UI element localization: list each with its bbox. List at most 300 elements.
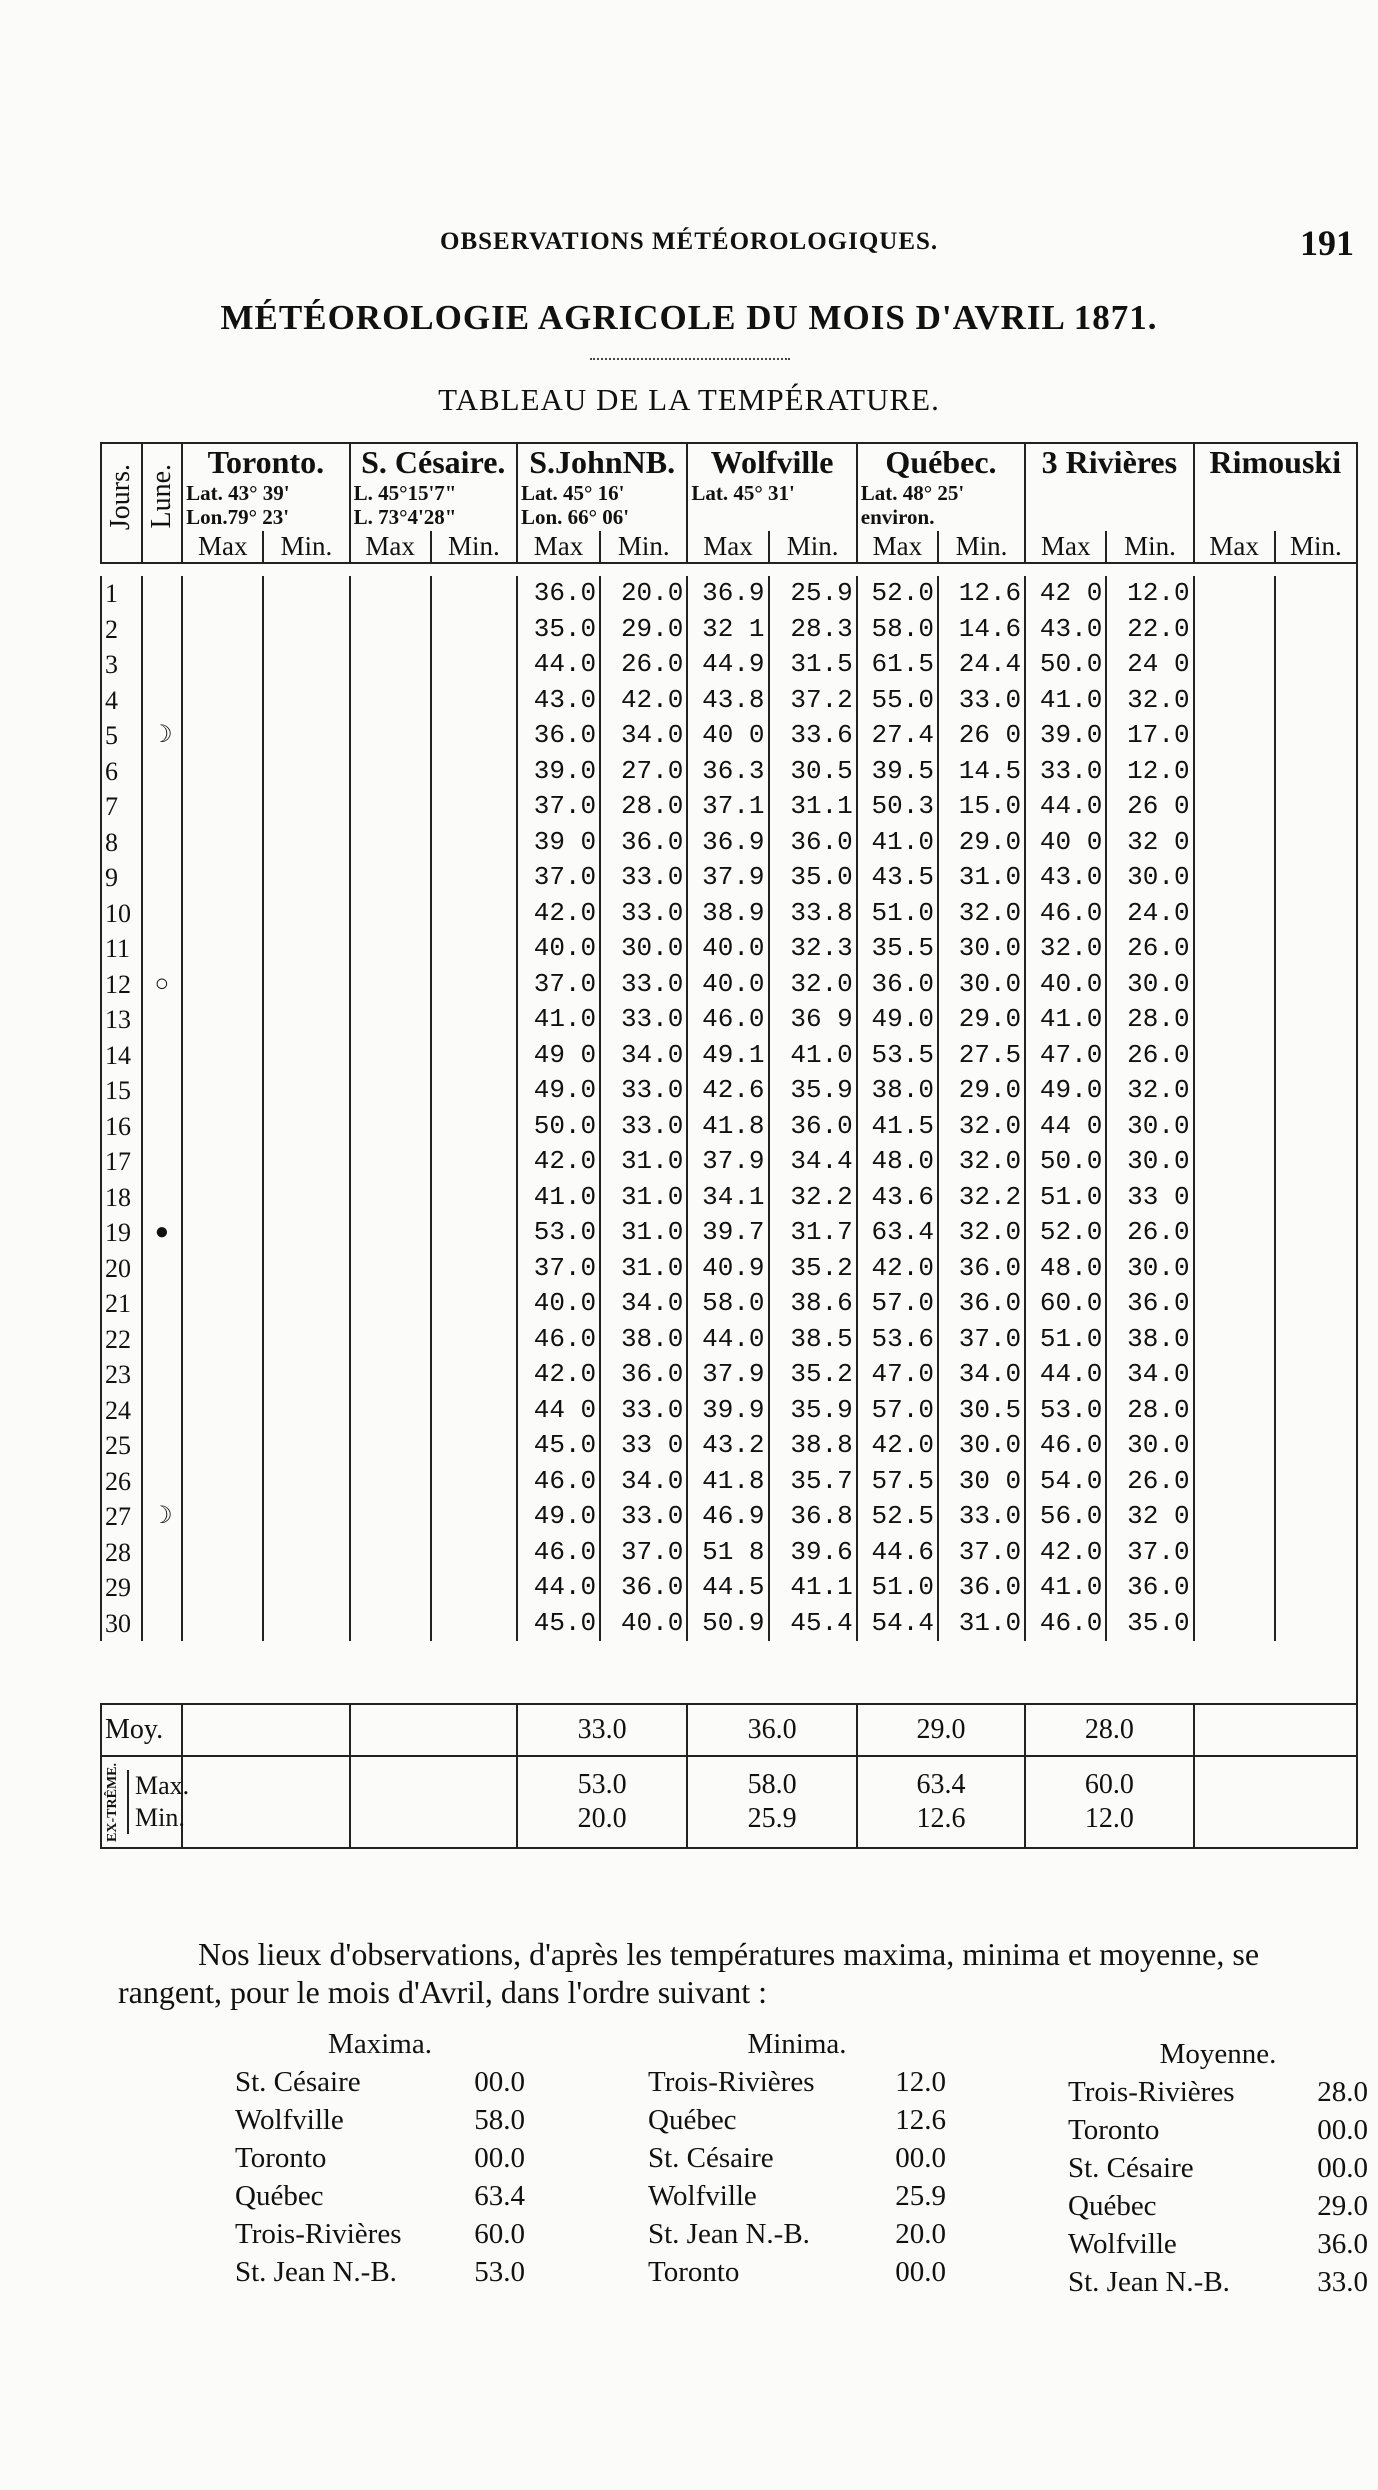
temperature-value: 32.0 bbox=[1106, 1073, 1193, 1109]
list-item bbox=[648, 2253, 946, 2291]
extreme-values bbox=[687, 1756, 856, 1848]
col-lune-label: Lune. bbox=[145, 464, 177, 529]
temperature-value: 14.6 bbox=[938, 612, 1025, 648]
temperature-value: 30.0 bbox=[1106, 1251, 1193, 1287]
temperature-value: 46.0 bbox=[687, 1002, 768, 1038]
temperature-value: 41.8 bbox=[687, 1464, 768, 1500]
temperature-value: 35.0 bbox=[517, 612, 600, 648]
temperature-value: 36.0 bbox=[600, 1357, 687, 1393]
temperature-value: 39.6 bbox=[769, 1535, 857, 1571]
temperature-value: 38.6 bbox=[769, 1286, 857, 1322]
station-lat: L. 45°15'7" bbox=[353, 481, 457, 505]
temperature-value: 29.0 bbox=[938, 1002, 1025, 1038]
temperature-value: 40.0 bbox=[687, 967, 768, 1003]
table-row bbox=[101, 647, 1357, 683]
temperature-value: 31.0 bbox=[600, 1144, 687, 1180]
station-coordinates bbox=[182, 481, 349, 531]
temperature-value: 44.0 bbox=[517, 647, 600, 683]
temperature-value: 42.0 bbox=[857, 1428, 938, 1464]
table-row bbox=[101, 825, 1357, 861]
col-lune-header bbox=[142, 443, 183, 563]
temperature-value: 43.2 bbox=[687, 1428, 768, 1464]
temperature-value: 27.4 bbox=[857, 718, 938, 754]
min-col-header: Min. bbox=[263, 531, 349, 563]
temperature-value: 31.0 bbox=[938, 860, 1025, 896]
day-number: 12 bbox=[101, 967, 142, 1003]
temperature-value: 32.0 bbox=[769, 967, 857, 1003]
extreme-min-value: 20.0 bbox=[577, 1803, 627, 1834]
temperature-value: 36.9 bbox=[687, 576, 768, 612]
temperature-value: 45.4 bbox=[769, 1606, 857, 1642]
temperature-value: 39.9 bbox=[687, 1393, 768, 1429]
temperature-value: 60.0 bbox=[1025, 1286, 1106, 1322]
temperature-value: 40.0 bbox=[687, 931, 768, 967]
temperature-value: 35.2 bbox=[769, 1357, 857, 1393]
extreme-values bbox=[1025, 1756, 1193, 1848]
list-item bbox=[235, 2253, 525, 2291]
table-row bbox=[101, 718, 1357, 754]
temperature-value: 43.5 bbox=[857, 860, 938, 896]
temperature-value: 33 0 bbox=[1106, 1180, 1193, 1216]
list-item bbox=[648, 2101, 946, 2139]
temperature-value: 44.0 bbox=[1025, 789, 1106, 825]
ranking-value: 33.0 bbox=[1317, 2266, 1368, 2298]
temperature-value: 14.5 bbox=[938, 754, 1025, 790]
ranking-value: 00.0 bbox=[474, 2066, 525, 2098]
col-jours-label: Jours. bbox=[105, 464, 136, 531]
day-number: 17 bbox=[101, 1144, 142, 1180]
temperature-value: 32.2 bbox=[769, 1180, 857, 1216]
list-item bbox=[235, 2101, 525, 2139]
moon-cell bbox=[142, 825, 183, 861]
temperature-value: 37.1 bbox=[687, 789, 768, 825]
list-item bbox=[1068, 2187, 1368, 2225]
temperature-value: 46.0 bbox=[517, 1322, 600, 1358]
temperature-value: 31.0 bbox=[600, 1180, 687, 1216]
ranking-station: Trois-Rivières bbox=[1068, 2076, 1235, 2108]
temperature-value: 41.1 bbox=[769, 1570, 857, 1606]
temperature-value: 34.1 bbox=[687, 1180, 768, 1216]
ranking-station: Québec bbox=[235, 2180, 324, 2212]
ranking-title: Moyenne. bbox=[1159, 2038, 1277, 2070]
temperature-value: 37.0 bbox=[517, 860, 600, 896]
temperature-value: 30.0 bbox=[1106, 860, 1193, 896]
temperature-value: 37.9 bbox=[687, 1357, 768, 1393]
temperature-value: 50.0 bbox=[1025, 1144, 1106, 1180]
temperature-value: 36.0 bbox=[857, 967, 938, 1003]
temperature-value: 42.0 bbox=[517, 1144, 600, 1180]
ranking-station: St. Césaire bbox=[1068, 2152, 1194, 2184]
day-number: 26 bbox=[101, 1464, 142, 1500]
list-item bbox=[235, 2215, 525, 2253]
col-jours-header bbox=[101, 443, 142, 563]
ranking-value: 28.0 bbox=[1317, 2076, 1368, 2108]
temperature-value: 45.0 bbox=[517, 1428, 600, 1464]
temperature-value: 30.5 bbox=[938, 1393, 1025, 1429]
ranking-value: 12.6 bbox=[895, 2104, 946, 2136]
temperature-value: 42.0 bbox=[517, 1357, 600, 1393]
temperature-value: 34.0 bbox=[600, 1286, 687, 1322]
max-col-header: Max bbox=[517, 531, 600, 563]
extreme-max-value: 53.0 bbox=[577, 1769, 627, 1800]
moon-cell bbox=[142, 1215, 183, 1251]
table-row bbox=[101, 1286, 1357, 1322]
temperature-value: 37.0 bbox=[938, 1535, 1025, 1571]
temperature-value: 39.0 bbox=[517, 754, 600, 790]
moon-cell bbox=[142, 1144, 183, 1180]
temperature-value: 33.0 bbox=[600, 1393, 687, 1429]
day-number: 30 bbox=[101, 1606, 142, 1642]
ranking-station: St. Jean N.-B. bbox=[1068, 2266, 1230, 2298]
table-row bbox=[101, 1109, 1357, 1145]
temperature-value: 31.0 bbox=[938, 1606, 1025, 1642]
moon-cell bbox=[142, 1109, 183, 1145]
ranking-paragraph: Nos lieux d'observations, d'après les températures maxima, minima et moyenne, se rangent, pour le mois d'Avril, dans l'ordre suivant : bbox=[118, 1936, 1260, 2010]
moon-cell bbox=[142, 896, 183, 932]
temperature-value: 42.0 bbox=[517, 896, 600, 932]
temperature-value: 49.0 bbox=[517, 1499, 600, 1535]
day-number: 19 bbox=[101, 1215, 142, 1251]
temperature-value: 40.0 bbox=[517, 931, 600, 967]
temperature-value: 34.0 bbox=[600, 1038, 687, 1074]
temperature-value: 42.6 bbox=[687, 1073, 768, 1109]
temperature-value: 36 9 bbox=[769, 1002, 857, 1038]
temperature-value: 44.0 bbox=[1025, 1357, 1106, 1393]
temperature-value: 44.6 bbox=[857, 1535, 938, 1571]
ranking-moyenne bbox=[1068, 2035, 1368, 2301]
temperature-value: 30.0 bbox=[1106, 1144, 1193, 1180]
temperature-value: 37.0 bbox=[600, 1535, 687, 1571]
moon-cell bbox=[142, 1428, 183, 1464]
temperature-value: 26.0 bbox=[1106, 1464, 1193, 1500]
temperature-value: 38.0 bbox=[857, 1073, 938, 1109]
station-lon: Lon.79° 23' bbox=[186, 505, 290, 529]
temperature-value: 27.5 bbox=[938, 1038, 1025, 1074]
temperature-value: 36.0 bbox=[1106, 1286, 1193, 1322]
day-number: 20 bbox=[101, 1251, 142, 1287]
station-lat: Lat. 48° 25' bbox=[860, 481, 965, 505]
moon-cell bbox=[142, 754, 183, 790]
day-number: 23 bbox=[101, 1357, 142, 1393]
moon-cell bbox=[142, 1073, 183, 1109]
temperature-value: 50.0 bbox=[517, 1109, 600, 1145]
temperature-value: 26.0 bbox=[1106, 1038, 1193, 1074]
table-row bbox=[101, 860, 1357, 896]
temperature-value: 30.0 bbox=[938, 931, 1025, 967]
day-number: 24 bbox=[101, 1393, 142, 1429]
temperature-value: 49.0 bbox=[517, 1073, 600, 1109]
temperature-value: 31.0 bbox=[600, 1215, 687, 1251]
temperature-value: 38.8 bbox=[769, 1428, 857, 1464]
day-number: 6 bbox=[101, 754, 142, 790]
ranking-station: St. Jean N.-B. bbox=[648, 2218, 810, 2250]
temperature-value: 52.5 bbox=[857, 1499, 938, 1535]
extreme-min-value: 12.0 bbox=[1084, 1803, 1134, 1834]
station-name: Rimouski bbox=[1194, 443, 1357, 481]
temperature-value: 31.7 bbox=[769, 1215, 857, 1251]
moon-cell bbox=[142, 1499, 183, 1535]
list-item bbox=[648, 2177, 946, 2215]
table-row bbox=[101, 1606, 1357, 1642]
moon-cell bbox=[142, 931, 183, 967]
extreme-max-value: 58.0 bbox=[747, 1769, 797, 1800]
table-row bbox=[101, 612, 1357, 648]
temperature-value: 48.0 bbox=[1025, 1251, 1106, 1287]
temperature-value: 57.0 bbox=[857, 1393, 938, 1429]
temperature-value: 38.0 bbox=[600, 1322, 687, 1358]
station-lon: L. 73°4'28" bbox=[353, 505, 457, 529]
ranking-station: St. Césaire bbox=[648, 2142, 774, 2174]
moon-cell bbox=[142, 718, 183, 754]
temperature-value: 43.0 bbox=[517, 683, 600, 719]
temperature-value: 26.0 bbox=[1106, 931, 1193, 967]
temperature-value: 47.0 bbox=[1025, 1038, 1106, 1074]
temperature-value: 26.0 bbox=[600, 647, 687, 683]
temperature-value: 32 0 bbox=[1106, 825, 1193, 861]
temperature-value: 50.0 bbox=[1025, 647, 1106, 683]
station-name: 3 Rivières bbox=[1025, 443, 1193, 481]
temperature-value: 51 8 bbox=[687, 1535, 768, 1571]
moon-cell bbox=[142, 1535, 183, 1571]
temperature-value: 51.0 bbox=[1025, 1180, 1106, 1216]
temperature-value: 46.0 bbox=[1025, 1428, 1106, 1464]
temperature-value: 12.6 bbox=[938, 576, 1025, 612]
temperature-value: 46.0 bbox=[1025, 1606, 1106, 1642]
temperature-value: 36.0 bbox=[938, 1286, 1025, 1322]
temperature-value: 58.0 bbox=[687, 1286, 768, 1322]
ranking-title: Maxima. bbox=[328, 2028, 432, 2060]
temperature-value: 40.0 bbox=[517, 1286, 600, 1322]
moon-cell bbox=[142, 1606, 183, 1642]
temperature-value: 53.6 bbox=[857, 1322, 938, 1358]
temperature-value: 41.0 bbox=[517, 1002, 600, 1038]
table-subtitle: TABLEAU DE LA TEMPÉRATURE. bbox=[438, 382, 940, 417]
table-row bbox=[101, 1464, 1357, 1500]
temperature-value: 36.0 bbox=[938, 1570, 1025, 1606]
day-number: 3 bbox=[101, 647, 142, 683]
ranking-station: Toronto bbox=[1068, 2114, 1160, 2146]
list-item bbox=[1068, 2225, 1368, 2263]
day-number: 29 bbox=[101, 1570, 142, 1606]
temperature-value: 39.5 bbox=[857, 754, 938, 790]
ranking-station: Toronto bbox=[648, 2256, 740, 2288]
temperature-value: 35.5 bbox=[857, 931, 938, 967]
temperature-value: 33.6 bbox=[769, 718, 857, 754]
extreme-label: EX-TRÊME. bbox=[105, 1762, 120, 1842]
moyenne-row bbox=[101, 1704, 1357, 1756]
temperature-value: 33.0 bbox=[600, 1109, 687, 1145]
temperature-value: 33.0 bbox=[1025, 754, 1106, 790]
temperature-value: 51.0 bbox=[857, 1570, 938, 1606]
ranking-value: 58.0 bbox=[474, 2104, 525, 2136]
temperature-value: 50.9 bbox=[687, 1606, 768, 1642]
temperature-value: 38.9 bbox=[687, 896, 768, 932]
ranking-value: 00.0 bbox=[474, 2142, 525, 2174]
temperature-value: 33.0 bbox=[600, 1002, 687, 1038]
moon-cell bbox=[142, 1002, 183, 1038]
temperature-value: 39.0 bbox=[1025, 718, 1106, 754]
table-row bbox=[101, 1215, 1357, 1251]
ranking-value: 53.0 bbox=[474, 2256, 525, 2288]
temperature-value: 31.1 bbox=[769, 789, 857, 825]
temperature-table bbox=[100, 442, 1358, 1849]
temperature-value: 52.0 bbox=[857, 576, 938, 612]
moon-cell bbox=[142, 1038, 183, 1074]
min-col-header: Min. bbox=[1275, 531, 1357, 563]
min-col-header: Min. bbox=[1106, 531, 1193, 563]
moon-cell bbox=[142, 1251, 183, 1287]
day-number: 7 bbox=[101, 789, 142, 825]
temperature-value: 32 0 bbox=[1106, 1499, 1193, 1535]
table-row bbox=[101, 789, 1357, 825]
temperature-value: 30.0 bbox=[1106, 1428, 1193, 1464]
page-header bbox=[0, 223, 1378, 268]
temperature-value: 34.0 bbox=[600, 718, 687, 754]
day-number: 16 bbox=[101, 1109, 142, 1145]
day-number: 10 bbox=[101, 896, 142, 932]
temperature-value: 30.0 bbox=[1106, 1109, 1193, 1145]
page-number: 191 bbox=[1300, 223, 1354, 263]
day-number: 8 bbox=[101, 825, 142, 861]
temperature-value: 41.0 bbox=[1025, 1570, 1106, 1606]
ranking-station: Toronto bbox=[235, 2142, 327, 2174]
ranking-station: Québec bbox=[1068, 2190, 1157, 2222]
temperature-value: 49.0 bbox=[1025, 1073, 1106, 1109]
list-item bbox=[648, 2139, 946, 2177]
max-col-header: Max bbox=[182, 531, 263, 563]
temperature-value: 32.0 bbox=[938, 1109, 1025, 1145]
extreme-label-cell bbox=[101, 1756, 190, 1848]
table-row bbox=[101, 754, 1357, 790]
title-ornament bbox=[590, 358, 790, 370]
temperature-value: 37.0 bbox=[517, 789, 600, 825]
temperature-value: 36.0 bbox=[769, 1109, 857, 1145]
temperature-value: 39.7 bbox=[687, 1215, 768, 1251]
temperature-value: 32.3 bbox=[769, 931, 857, 967]
temperature-value: 37.9 bbox=[687, 860, 768, 896]
day-number: 25 bbox=[101, 1428, 142, 1464]
temperature-value: 33.0 bbox=[600, 860, 687, 896]
day-number: 5 bbox=[101, 718, 142, 754]
moon-cell bbox=[142, 1570, 183, 1606]
max-col-header: Max bbox=[857, 531, 938, 563]
max-col-header: Max bbox=[687, 531, 768, 563]
temperature-value: 38.5 bbox=[769, 1322, 857, 1358]
temperature-value: 41.0 bbox=[517, 1180, 600, 1216]
temperature-value: 24 0 bbox=[1106, 647, 1193, 683]
table-row bbox=[101, 1322, 1357, 1358]
list-item bbox=[1068, 2111, 1368, 2149]
station-lat: Lat. 45° 31' bbox=[691, 481, 795, 505]
moon-phase-icon: ☽ bbox=[151, 722, 173, 748]
min-col-header: Min. bbox=[769, 531, 857, 563]
ranking-station: St. Jean N.-B. bbox=[235, 2256, 397, 2288]
table-row bbox=[101, 1251, 1357, 1287]
table-row bbox=[101, 1038, 1357, 1074]
temperature-value: 44.9 bbox=[687, 647, 768, 683]
temperature-value: 26 0 bbox=[938, 718, 1025, 754]
temperature-value: 32.2 bbox=[938, 1180, 1025, 1216]
table-row bbox=[101, 931, 1357, 967]
station-coordinates bbox=[1025, 481, 1193, 531]
ranking-value: 00.0 bbox=[895, 2256, 946, 2288]
temperature-value: 37.0 bbox=[517, 1251, 600, 1287]
running-title: OBSERVATIONS MÉTÉOROLOGIQUES. bbox=[440, 228, 939, 255]
temperature-value: 26 0 bbox=[1106, 789, 1193, 825]
table-row bbox=[101, 1073, 1357, 1109]
day-number: 28 bbox=[101, 1535, 142, 1571]
temperature-value: 43.6 bbox=[857, 1180, 938, 1216]
temperature-value: 29.0 bbox=[938, 825, 1025, 861]
temperature-value: 49.0 bbox=[857, 1002, 938, 1038]
temperature-value: 51.0 bbox=[857, 896, 938, 932]
temperature-value: 55.0 bbox=[857, 683, 938, 719]
station-lat: Lat. 43° 39' bbox=[186, 481, 290, 505]
temperature-value: 44 0 bbox=[1025, 1109, 1106, 1145]
temperature-value: 53.0 bbox=[517, 1215, 600, 1251]
table-row bbox=[101, 683, 1357, 719]
list-item bbox=[648, 2215, 946, 2253]
temperature-value: 30.5 bbox=[769, 754, 857, 790]
ranking-station: Québec bbox=[648, 2104, 737, 2136]
ranking-value: 60.0 bbox=[474, 2218, 525, 2250]
temperature-value: 37.9 bbox=[687, 1144, 768, 1180]
extreme-values bbox=[857, 1756, 1025, 1848]
temperature-value: 28.0 bbox=[600, 789, 687, 825]
temperature-value: 30 0 bbox=[938, 1464, 1025, 1500]
temperature-value: 33.0 bbox=[600, 896, 687, 932]
moon-phase-icon: ☽ bbox=[151, 1503, 173, 1529]
moon-cell bbox=[142, 789, 183, 825]
temperature-value: 49 0 bbox=[517, 1038, 600, 1074]
temperature-value: 54.0 bbox=[1025, 1464, 1106, 1500]
temperature-value: 40 0 bbox=[1025, 825, 1106, 861]
ranking-value: 63.4 bbox=[474, 2180, 525, 2212]
list-item bbox=[1068, 2073, 1368, 2111]
temperature-value: 45.0 bbox=[517, 1606, 600, 1642]
station-lon: Lon. 66° 06' bbox=[520, 505, 630, 529]
temperature-value: 41.0 bbox=[1025, 1002, 1106, 1038]
table-row bbox=[101, 1002, 1357, 1038]
temperature-value: 36.0 bbox=[769, 825, 857, 861]
min-col-header: Min. bbox=[600, 531, 687, 563]
temperature-value: 42.0 bbox=[857, 1251, 938, 1287]
temperature-value: 22.0 bbox=[1106, 612, 1193, 648]
moon-cell bbox=[142, 1322, 183, 1358]
table-row bbox=[101, 1570, 1357, 1606]
station-lon: environ. bbox=[860, 505, 935, 529]
temperature-value: 28.0 bbox=[1106, 1393, 1193, 1429]
temperature-value: 26.0 bbox=[1106, 1215, 1193, 1251]
max-col-header: Max bbox=[1025, 531, 1106, 563]
day-number: 27 bbox=[101, 1499, 142, 1535]
moon-phase-icon: ● bbox=[154, 1219, 170, 1245]
moon-cell bbox=[142, 647, 183, 683]
ranking-station: St. Césaire bbox=[235, 2066, 361, 2098]
temperature-value: 49.1 bbox=[687, 1038, 768, 1074]
temperature-value: 44.5 bbox=[687, 1570, 768, 1606]
temperature-value: 33 0 bbox=[600, 1428, 687, 1464]
station-coordinates bbox=[687, 481, 856, 531]
temperature-value: 36.8 bbox=[769, 1499, 857, 1535]
temperature-value: 53.0 bbox=[1025, 1393, 1106, 1429]
temperature-value: 37.2 bbox=[769, 683, 857, 719]
temperature-value: 40 0 bbox=[687, 718, 768, 754]
temperature-value: 47.0 bbox=[857, 1357, 938, 1393]
day-number: 14 bbox=[101, 1038, 142, 1074]
ranking-title: Minima. bbox=[747, 2028, 847, 2060]
max-col-header: Max bbox=[350, 531, 431, 563]
